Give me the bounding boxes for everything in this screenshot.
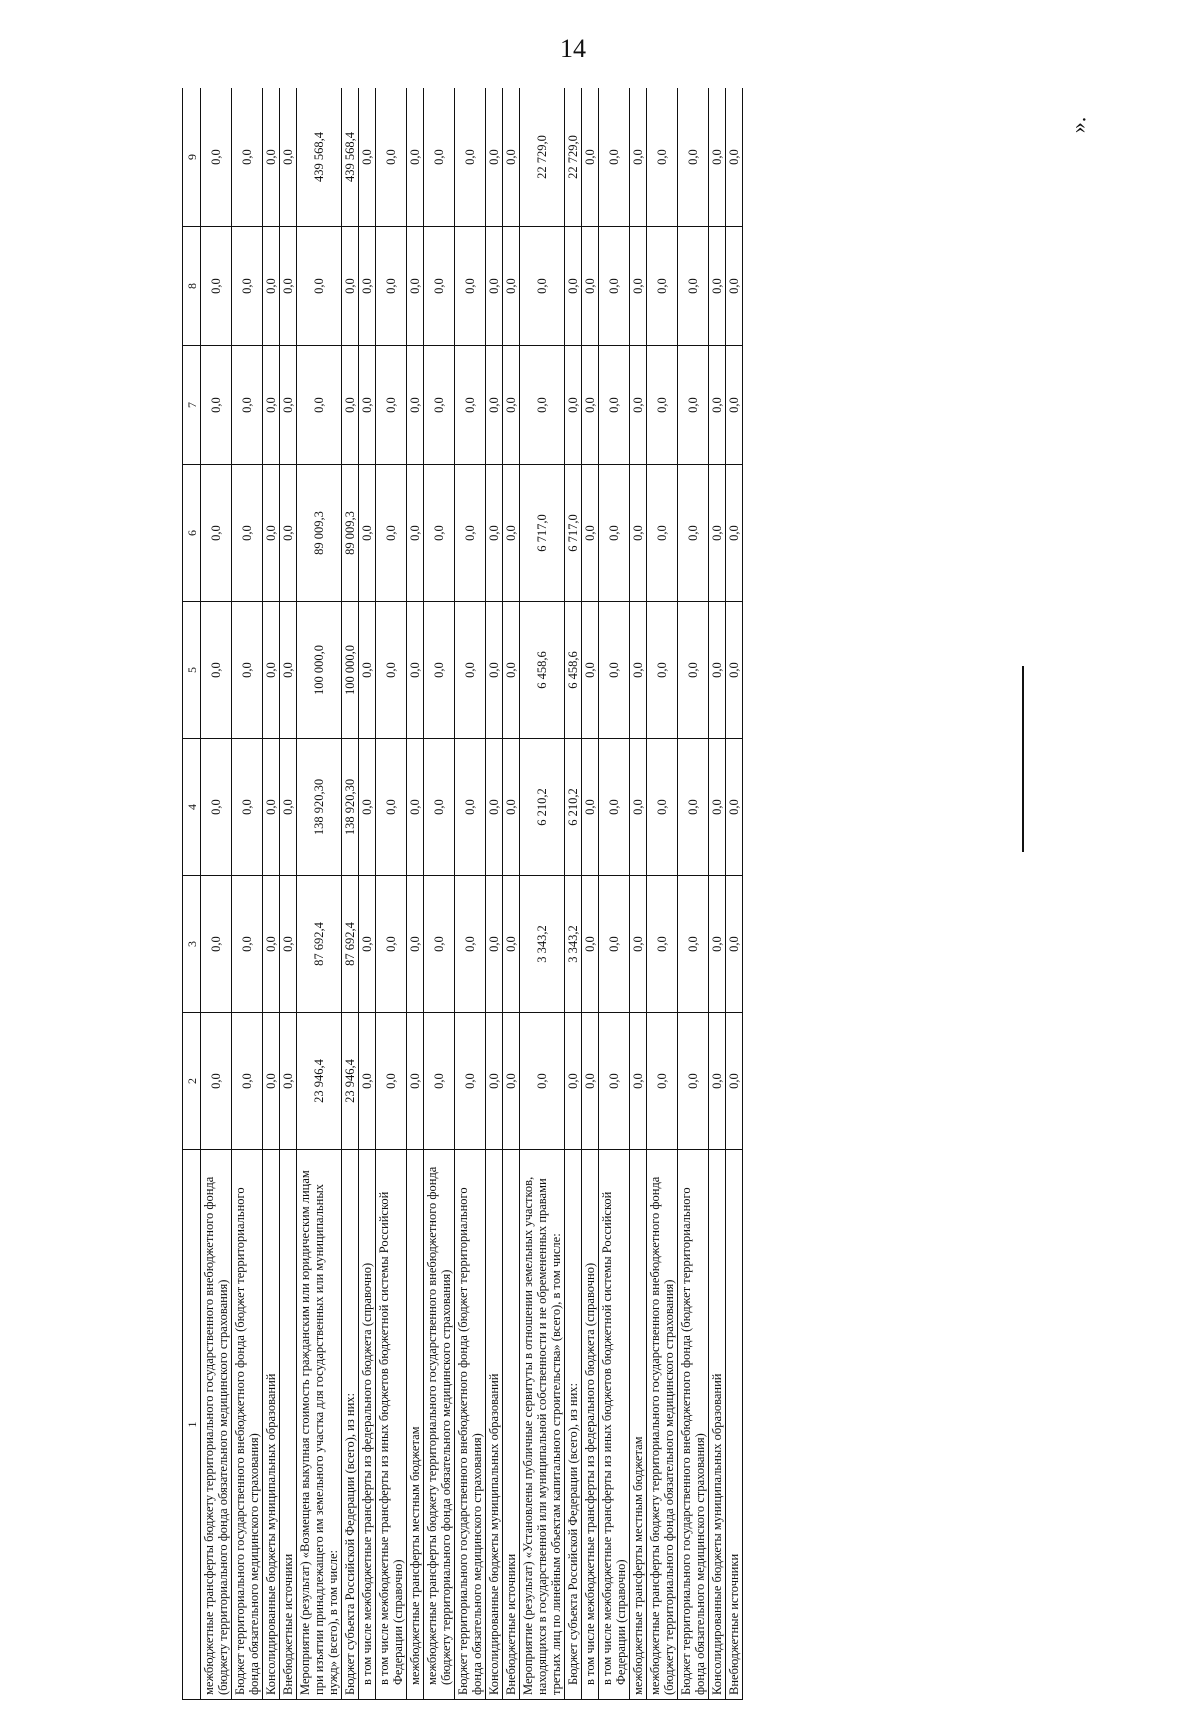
row-value: 0,0 <box>359 1013 376 1150</box>
row-value: 0,0 <box>359 602 376 739</box>
row-value: 0,0 <box>503 346 520 465</box>
row-description: Консолидированные бюджеты муниципальных образований <box>263 1150 280 1700</box>
table-row <box>455 88 486 1700</box>
row-value: 0,0 <box>359 88 376 227</box>
row-value: 0,0 <box>486 88 503 227</box>
row-value: 0,0 <box>582 876 599 1013</box>
row-value: 0,0 <box>280 88 297 227</box>
table-row <box>359 88 376 1700</box>
row-value: 0,0 <box>503 1013 520 1150</box>
row-value: 0,0 <box>647 602 678 739</box>
row-value: 0,0 <box>455 346 486 465</box>
row-value: 3 343,2 <box>520 876 565 1013</box>
row-value: 0,0 <box>424 739 455 876</box>
table-row <box>678 88 709 1700</box>
row-value: 0,0 <box>503 465 520 602</box>
row-description: Бюджет территориального государственного внебюджетного фонда (бюджет территориального фонда обязательного медицинского страхования) <box>455 1150 486 1700</box>
row-value: 0,0 <box>201 1013 232 1150</box>
row-value: 0,0 <box>486 346 503 465</box>
row-value: 0,0 <box>232 876 263 1013</box>
col-header: 6 <box>183 465 201 602</box>
table-row <box>342 88 359 1700</box>
closing-mark: ». <box>1065 116 1091 134</box>
row-value: 0,0 <box>424 346 455 465</box>
row-value: 6 717,0 <box>565 465 582 602</box>
row-value: 0,0 <box>503 739 520 876</box>
row-value: 0,0 <box>342 346 359 465</box>
row-value: 0,0 <box>376 465 407 602</box>
row-value: 0,0 <box>726 227 743 346</box>
row-value: 0,0 <box>678 346 709 465</box>
row-value: 100 000,0 <box>297 602 342 739</box>
row-value: 0,0 <box>647 227 678 346</box>
row-value: 0,0 <box>232 88 263 227</box>
row-value: 0,0 <box>582 465 599 602</box>
row-value: 0,0 <box>599 88 630 227</box>
row-value: 0,0 <box>455 1013 486 1150</box>
table-row <box>503 88 520 1700</box>
row-value: 138 920,30 <box>342 739 359 876</box>
row-value: 0,0 <box>376 1013 407 1150</box>
row-value: 0,0 <box>376 876 407 1013</box>
row-value: 0,0 <box>709 602 726 739</box>
row-description: межбюджетные трансферты бюджету территориального государственного внебюджетного фонда (бюджету территориального фонда обязательного медицинского страхования) <box>201 1150 232 1700</box>
row-value: 0,0 <box>280 739 297 876</box>
row-value: 0,0 <box>630 88 647 227</box>
row-value: 0,0 <box>407 465 424 602</box>
row-value: 0,0 <box>726 465 743 602</box>
row-value: 0,0 <box>647 346 678 465</box>
col-header: 9 <box>183 88 201 227</box>
row-value: 439 568,4 <box>297 88 342 227</box>
row-value: 0,0 <box>455 227 486 346</box>
table-row <box>520 88 565 1700</box>
row-value: 0,0 <box>455 88 486 227</box>
col-header: 4 <box>183 739 201 876</box>
budget-table-container <box>182 88 1094 1728</box>
row-value: 439 568,4 <box>342 88 359 227</box>
row-value: 0,0 <box>678 739 709 876</box>
row-value: 0,0 <box>486 876 503 1013</box>
row-value: 0,0 <box>424 465 455 602</box>
row-description: Внебюджетные источники <box>503 1150 520 1700</box>
row-value: 89 009,3 <box>342 465 359 602</box>
row-value: 0,0 <box>280 1013 297 1150</box>
row-value: 0,0 <box>232 465 263 602</box>
row-value: 0,0 <box>599 1013 630 1150</box>
row-value: 0,0 <box>726 346 743 465</box>
row-description: Консолидированные бюджеты муниципальных образований <box>486 1150 503 1700</box>
row-value: 0,0 <box>407 88 424 227</box>
table-row <box>376 88 407 1700</box>
row-value: 0,0 <box>232 602 263 739</box>
row-value: 0,0 <box>232 227 263 346</box>
row-value: 87 692,4 <box>297 876 342 1013</box>
page-number: 14 <box>560 34 586 63</box>
row-value: 0,0 <box>486 465 503 602</box>
row-value: 0,0 <box>263 346 280 465</box>
table-row <box>647 88 678 1700</box>
table-row <box>726 88 743 1700</box>
table-row <box>407 88 424 1700</box>
row-value: 0,0 <box>232 346 263 465</box>
row-value: 0,0 <box>599 602 630 739</box>
row-value: 0,0 <box>297 227 342 346</box>
row-description: межбюджетные трансферты местным бюджетам <box>407 1150 424 1700</box>
row-value: 0,0 <box>424 1013 455 1150</box>
col-header: 1 <box>183 1150 201 1700</box>
row-value: 0,0 <box>263 227 280 346</box>
row-description: Внебюджетные источники <box>280 1150 297 1700</box>
row-value: 0,0 <box>565 1013 582 1150</box>
row-value: 0,0 <box>678 465 709 602</box>
row-value: 0,0 <box>263 88 280 227</box>
row-value: 0,0 <box>678 876 709 1013</box>
row-value: 0,0 <box>630 465 647 602</box>
row-value: 0,0 <box>407 1013 424 1150</box>
row-value: 0,0 <box>630 876 647 1013</box>
row-value: 0,0 <box>630 346 647 465</box>
row-value: 0,0 <box>678 88 709 227</box>
row-value: 0,0 <box>486 227 503 346</box>
row-value: 0,0 <box>359 346 376 465</box>
row-value: 0,0 <box>376 346 407 465</box>
row-value: 0,0 <box>709 88 726 227</box>
row-value: 0,0 <box>455 876 486 1013</box>
row-value: 22 729,0 <box>565 88 582 227</box>
row-value: 0,0 <box>201 227 232 346</box>
row-value: 0,0 <box>407 739 424 876</box>
row-value: 0,0 <box>647 876 678 1013</box>
row-value: 0,0 <box>280 876 297 1013</box>
row-value: 0,0 <box>520 1013 565 1150</box>
header-row <box>183 88 201 1700</box>
row-description: Бюджет субъекта Российской Федерации (всего), из них: <box>342 1150 359 1700</box>
row-value: 0,0 <box>359 739 376 876</box>
row-value: 0,0 <box>359 227 376 346</box>
row-value: 23 946,4 <box>342 1013 359 1150</box>
budget-table <box>182 88 743 1700</box>
row-value: 0,0 <box>376 739 407 876</box>
row-description: Консолидированные бюджеты муниципальных образований <box>709 1150 726 1700</box>
row-value: 0,0 <box>630 227 647 346</box>
row-value: 0,0 <box>263 602 280 739</box>
row-value: 0,0 <box>599 739 630 876</box>
row-value: 0,0 <box>486 602 503 739</box>
row-value: 22 729,0 <box>520 88 565 227</box>
table-row <box>709 88 726 1700</box>
col-header: 3 <box>183 876 201 1013</box>
row-value: 0,0 <box>709 227 726 346</box>
row-value: 0,0 <box>503 602 520 739</box>
row-value: 0,0 <box>263 465 280 602</box>
row-value: 6 717,0 <box>520 465 565 602</box>
row-value: 0,0 <box>599 227 630 346</box>
row-value: 0,0 <box>407 227 424 346</box>
row-value: 0,0 <box>678 227 709 346</box>
row-value: 0,0 <box>678 602 709 739</box>
row-value: 0,0 <box>232 1013 263 1150</box>
row-value: 0,0 <box>678 1013 709 1150</box>
row-value: 0,0 <box>503 876 520 1013</box>
row-value: 0,0 <box>565 227 582 346</box>
rotated-table-frame <box>182 88 1094 1700</box>
row-value: 6 458,6 <box>520 602 565 739</box>
row-value: 0,0 <box>726 602 743 739</box>
row-value: 0,0 <box>709 1013 726 1150</box>
row-description: межбюджетные трансферты бюджету территориального государственного внебюджетного фонда (бюджету территориального фонда обязательного медицинского страхования) <box>647 1150 678 1700</box>
row-value: 0,0 <box>520 227 565 346</box>
row-value: 0,0 <box>407 876 424 1013</box>
row-value: 0,0 <box>709 739 726 876</box>
row-value: 0,0 <box>709 876 726 1013</box>
row-description: Внебюджетные источники <box>726 1150 743 1700</box>
row-value: 0,0 <box>376 227 407 346</box>
row-value: 0,0 <box>232 739 263 876</box>
row-value: 0,0 <box>709 346 726 465</box>
row-value: 0,0 <box>582 1013 599 1150</box>
row-value: 0,0 <box>359 465 376 602</box>
row-value: 0,0 <box>201 465 232 602</box>
row-value: 0,0 <box>455 465 486 602</box>
row-value: 0,0 <box>297 346 342 465</box>
row-value: 0,0 <box>630 1013 647 1150</box>
row-value: 0,0 <box>582 739 599 876</box>
row-value: 0,0 <box>520 346 565 465</box>
row-value: 0,0 <box>359 876 376 1013</box>
row-value: 138 920,30 <box>297 739 342 876</box>
table-row <box>424 88 455 1700</box>
row-value: 0,0 <box>201 602 232 739</box>
row-value: 23 946,4 <box>297 1013 342 1150</box>
row-value: 0,0 <box>630 602 647 739</box>
row-value: 0,0 <box>726 1013 743 1150</box>
row-value: 0,0 <box>407 602 424 739</box>
table-row <box>582 88 599 1700</box>
row-description: Бюджет территориального государственного внебюджетного фонда (бюджет территориального фонда обязательного медицинского страхования) <box>232 1150 263 1700</box>
row-description: в том числе межбюджетные трансферты из иных бюджетов бюджетной системы Российской Федерации (справочно) <box>599 1150 630 1700</box>
row-value: 0,0 <box>376 88 407 227</box>
row-value: 0,0 <box>424 876 455 1013</box>
row-value: 0,0 <box>565 346 582 465</box>
table-row <box>565 88 582 1700</box>
row-value: 0,0 <box>342 227 359 346</box>
row-value: 0,0 <box>424 88 455 227</box>
row-description: в том числе межбюджетные трансферты из федерального бюджета (справочно) <box>582 1150 599 1700</box>
row-value: 0,0 <box>647 739 678 876</box>
row-value: 89 009,3 <box>297 465 342 602</box>
row-value: 6 210,2 <box>565 739 582 876</box>
row-value: 6 458,6 <box>565 602 582 739</box>
col-header: 7 <box>183 346 201 465</box>
row-value: 0,0 <box>582 227 599 346</box>
table-row <box>263 88 280 1700</box>
row-value: 87 692,4 <box>342 876 359 1013</box>
row-value: 0,0 <box>201 876 232 1013</box>
row-value: 0,0 <box>201 346 232 465</box>
row-value: 0,0 <box>280 465 297 602</box>
row-value: 0,0 <box>599 346 630 465</box>
col-header: 2 <box>183 1013 201 1150</box>
table-row <box>486 88 503 1700</box>
table-row <box>201 88 232 1700</box>
row-description: межбюджетные трансферты местным бюджетам <box>630 1150 647 1700</box>
row-description: в том числе межбюджетные трансферты из иных бюджетов бюджетной системы Российской Федерации (справочно) <box>376 1150 407 1700</box>
row-value: 0,0 <box>201 88 232 227</box>
row-value: 0,0 <box>280 602 297 739</box>
table-row <box>280 88 297 1700</box>
row-value: 0,0 <box>455 739 486 876</box>
table-body <box>201 88 743 1700</box>
row-value: 0,0 <box>582 346 599 465</box>
row-value: 0,0 <box>263 876 280 1013</box>
row-value: 3 343,2 <box>565 876 582 1013</box>
row-description: Мероприятие (результат) «Установлены публичные сервитуты в отношении земельных участков, находящихся в государственной или муниципальной собственности и не обремененных правами третьих лиц по линейным объектам капитального строительства» (всего), в том числе: <box>520 1150 565 1700</box>
closing-rule <box>1022 666 1024 852</box>
row-value: 0,0 <box>503 227 520 346</box>
row-value: 0,0 <box>709 465 726 602</box>
table-row <box>630 88 647 1700</box>
row-value: 0,0 <box>407 346 424 465</box>
col-header: 8 <box>183 227 201 346</box>
table-row <box>297 88 342 1700</box>
row-value: 0,0 <box>582 602 599 739</box>
row-value: 0,0 <box>424 602 455 739</box>
row-value: 0,0 <box>486 739 503 876</box>
row-value: 0,0 <box>726 88 743 227</box>
row-value: 0,0 <box>263 739 280 876</box>
row-description: Бюджет субъекта Российской Федерации (всего), из них: <box>565 1150 582 1700</box>
row-value: 0,0 <box>424 227 455 346</box>
row-description: в том числе межбюджетные трансферты из федерального бюджета (справочно) <box>359 1150 376 1700</box>
row-value: 0,0 <box>486 1013 503 1150</box>
row-value: 100 000,0 <box>342 602 359 739</box>
col-header: 5 <box>183 602 201 739</box>
row-value: 0,0 <box>280 227 297 346</box>
row-value: 0,0 <box>201 739 232 876</box>
row-value: 0,0 <box>455 602 486 739</box>
row-value: 0,0 <box>376 602 407 739</box>
row-description: межбюджетные трансферты бюджету территориального государственного внебюджетного фонда (бюджету территориального фонда обязательного медицинского страхования) <box>424 1150 455 1700</box>
row-value: 0,0 <box>647 88 678 227</box>
row-description: Мероприятие (результат) «Возмещена выкупная стоимость гражданским или юридическим лицам при изъятии принадлежащего им земельного участка для государственных или муниципальных нужд» (всего), в том числе: <box>297 1150 342 1700</box>
row-value: 0,0 <box>599 876 630 1013</box>
row-value: 0,0 <box>263 1013 280 1150</box>
row-value: 0,0 <box>503 88 520 227</box>
row-value: 0,0 <box>726 876 743 1013</box>
row-value: 0,0 <box>280 346 297 465</box>
row-value: 0,0 <box>726 739 743 876</box>
row-value: 0,0 <box>582 88 599 227</box>
row-value: 0,0 <box>630 739 647 876</box>
row-value: 6 210,2 <box>520 739 565 876</box>
table-row <box>232 88 263 1700</box>
row-value: 0,0 <box>647 1013 678 1150</box>
table-row <box>599 88 630 1700</box>
row-value: 0,0 <box>647 465 678 602</box>
row-description: Бюджет территориального государственного внебюджетного фонда (бюджет территориального фонда обязательного медицинского страхования) <box>678 1150 709 1700</box>
row-value: 0,0 <box>599 465 630 602</box>
